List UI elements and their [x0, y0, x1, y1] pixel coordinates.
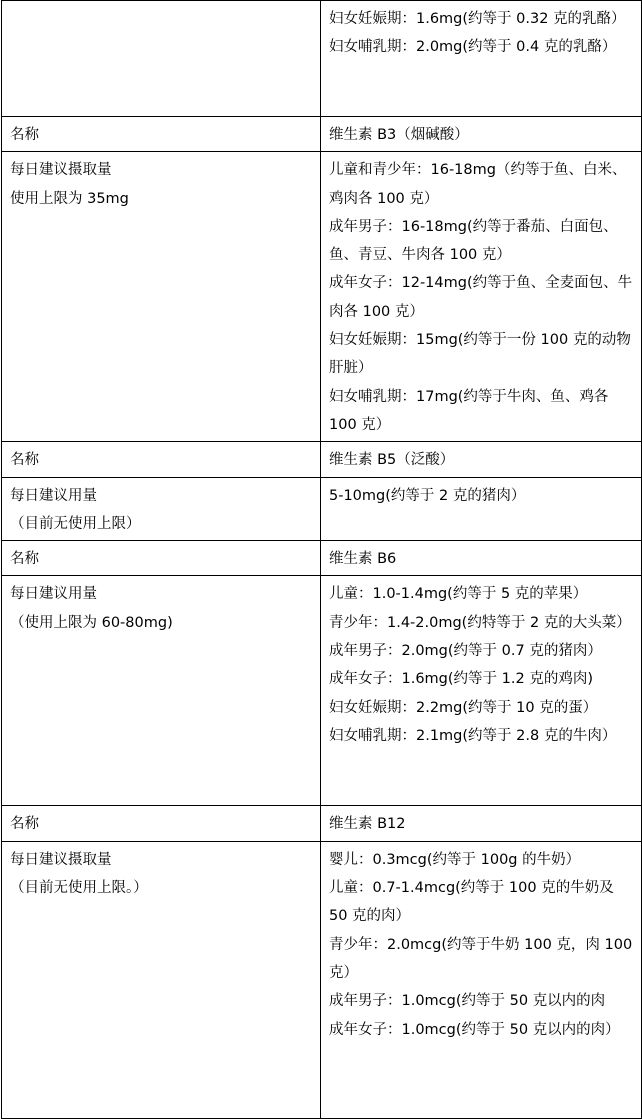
label-cell: [2, 541, 321, 576]
label-cell: [2, 841, 321, 1118]
value-line: 妇女妊娠期：2.2mg(约等于 10 克的蛋）: [329, 699, 598, 716]
value-line: 妇女哺乳期：17mg(约等于牛肉、鱼、鸡各 100 克）: [329, 388, 609, 433]
value-line: 成年男子：1.0mcg(约等于 50 克以内的肉: [329, 993, 606, 1010]
label-cell: [2, 152, 321, 442]
value-cell: [321, 477, 642, 541]
value-line: 妇女哺乳期：2.1mg(约等于 2.8 克的牛肉）: [329, 727, 617, 744]
value-line: 维生素 B3（烟碱酸）: [329, 127, 469, 143]
value-line: 妇女哺乳期：2.0mg(约等于 0.4 克的乳酪）: [329, 39, 617, 56]
table-row: [2, 117, 642, 152]
value-line: 维生素 B12: [329, 816, 406, 833]
value-cell: [321, 117, 642, 152]
value-cell: [321, 442, 642, 477]
value-line: 妇女妊娠期：1.6mg(约等于 0.32 克的乳酪）: [329, 11, 626, 27]
value-cell: [321, 841, 642, 1118]
table-row: [2, 152, 642, 442]
value-line: 青少年：1.4-2.0mg(约特等于 2 克的大头菜）: [329, 614, 631, 631]
label-line: 每日建议用量: [10, 487, 97, 504]
label-line: 名称: [10, 816, 39, 833]
table-row: [2, 477, 642, 541]
value-line: 青少年：2.0mcg(约等于牛奶 100 克，肉 100 克）: [329, 936, 633, 981]
label-cell: [2, 576, 321, 806]
label-line: 名称: [10, 551, 39, 568]
value-line: 妇女妊娠期：15mg(约等于一份 100 克的动物肝脏）: [329, 332, 631, 377]
label-line: （目前无使用上限。）: [10, 880, 148, 897]
value-cell: [321, 576, 642, 806]
label-cell: [2, 442, 321, 477]
label-line: 名称: [10, 127, 39, 143]
label-line: 每日建议摄取量: [10, 162, 112, 179]
label-line: （目前无使用上限）: [10, 515, 141, 532]
value-line: 维生素 B5（泛酸）: [329, 452, 455, 469]
value-cell: [321, 806, 642, 841]
table-row: [2, 1, 642, 117]
label-line: 使用上限为 35mg: [10, 190, 129, 207]
value-line: 儿童和青少年：16-18mg（约等于鱼、白米、鸡肉各 100 克）: [329, 162, 627, 207]
label-cell: [2, 806, 321, 841]
label-line: 每日建议用量: [10, 586, 97, 603]
table-row: [2, 442, 642, 477]
value-line: 成年女子：1.6mg(约等于 1.2 克的鸡肉): [329, 671, 593, 688]
value-cell: [321, 541, 642, 576]
value-line: 成年女子：1.0mcg(约等于 50 克以内的肉）: [329, 1021, 620, 1038]
value-line: 儿童：0.7-1.4mcg(约等于 100 克的牛奶及 50 克的肉）: [329, 880, 614, 925]
value-line: 5-10mg(约等于 2 克的猪肉）: [329, 487, 526, 504]
value-line: 儿童：1.0-1.4mg(约等于 5 克的苹果）: [329, 586, 588, 603]
value-cell: [321, 152, 642, 442]
value-line: 成年男子：16-18mg(约等于番茄、白面包、鱼、青豆、牛肉各 100 克）: [329, 218, 618, 264]
table-row: [2, 576, 642, 806]
table-row: [2, 541, 642, 576]
label-line: 每日建议摄取量: [10, 851, 112, 868]
value-line: 成年女子：12-14mg(约等于鱼、全麦面包、牛肉各 100 克）: [329, 275, 633, 320]
vitamin-table-body: [2, 1, 642, 1119]
label-line: （使用上限为 60-80mg): [10, 614, 173, 631]
label-cell: [2, 1, 321, 117]
value-cell: [321, 1, 642, 117]
table-row: [2, 841, 642, 1118]
value-line: 维生素 B6: [329, 551, 397, 568]
label-cell: [2, 117, 321, 152]
vitamin-table: [1, 0, 642, 1119]
table-row: [2, 806, 642, 841]
value-line: 成年男子：2.0mg(约等于 0.7 克的猪肉）: [329, 643, 602, 660]
label-cell: [2, 477, 321, 541]
label-line: 名称: [10, 452, 39, 469]
value-line: 婴儿：0.3mcg(约等于 100g 的牛奶）: [329, 851, 581, 868]
